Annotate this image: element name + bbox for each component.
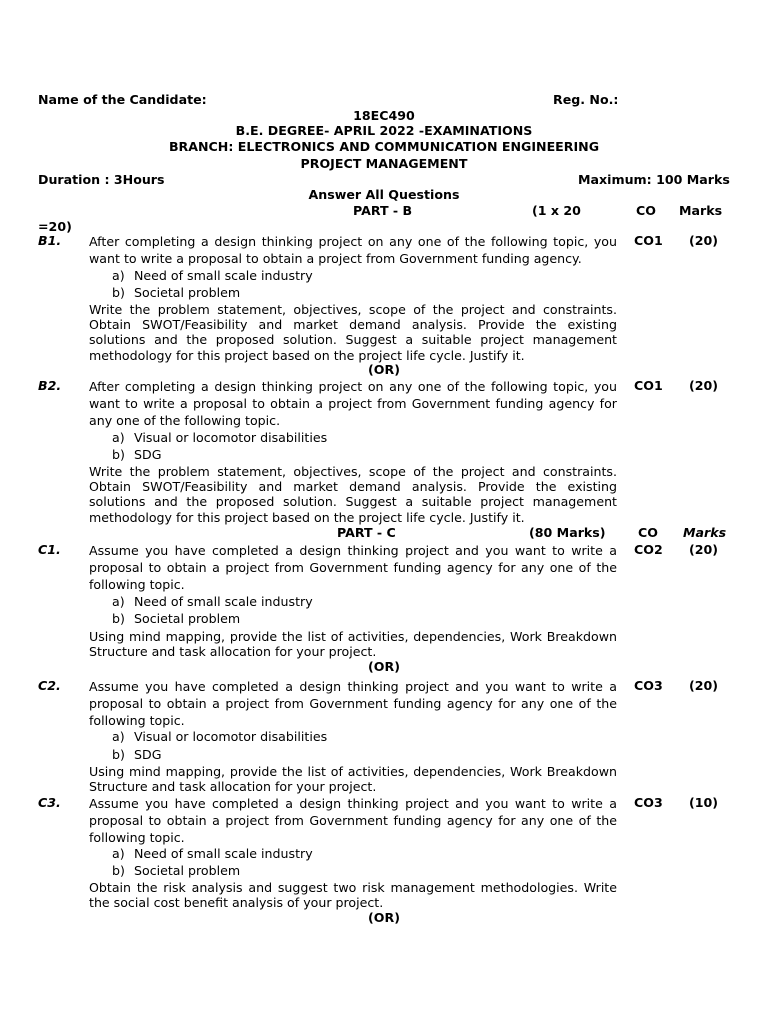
candidate-name-label: Name of the Candidate: bbox=[38, 92, 207, 107]
option-label: a) bbox=[112, 430, 125, 445]
question-b1-detail: Write the problem statement, objectives, scope of the project and constraints. Obtain SWOT/Feasibility and market demand analysis. Provide the existing solutions and the proposed solution. Suggest a suitable project management methodology for this project based on the project life cycle. Justify it. bbox=[89, 302, 617, 363]
question-b2-marks: (20) bbox=[689, 378, 719, 393]
question-c3-detail: Obtain the risk analysis and suggest two risk management methodologies. Write the social cost benefit analysis of your project. bbox=[89, 880, 617, 911]
question-c1-co: CO2 bbox=[634, 542, 663, 557]
question-id-b1: B1. bbox=[38, 233, 62, 248]
question-b1-option-a bbox=[112, 268, 313, 283]
question-c2-marks: (20) bbox=[689, 678, 719, 693]
question-b2-co: CO1 bbox=[634, 378, 663, 393]
branch-title: BRANCH: ELECTRONICS AND COMMUNICATION ENGINEERING bbox=[168, 139, 600, 154]
question-c3-text: Assume you have completed a design thinking project and you want to write a proposal to obtain a project from Government funding agency for any one of the following topic. bbox=[89, 796, 617, 845]
instruction-label: Answer All Questions bbox=[308, 187, 460, 202]
option-text: Societal problem bbox=[134, 611, 241, 626]
option-text: Visual or locomotor disabilities bbox=[134, 729, 328, 744]
question-id-c2: C2. bbox=[38, 678, 61, 693]
option-label: b) bbox=[112, 863, 125, 878]
question-c1-text: Assume you have completed a design thinking project and you want to write a proposal to obtain a project from Government funding agency for any one of the following topic. bbox=[89, 543, 617, 592]
question-b2-text: After completing a design thinking project on any one of the following topic, you want to write a proposal to obtain a project from Government funding agency for any one of the following topic. bbox=[89, 379, 617, 428]
question-b1-option-b bbox=[112, 285, 240, 300]
option-text: Societal problem bbox=[134, 863, 241, 878]
question-id-b2: B2. bbox=[38, 378, 62, 393]
question-id-c1: C1. bbox=[38, 542, 61, 557]
question-c1-option-b bbox=[112, 611, 240, 626]
course-code: 18EC490 bbox=[353, 108, 415, 123]
question-b2-detail: Write the problem statement, objectives, scope of the project and constraints. Obtain SWOT/Feasibility and market demand analysis. Provide the existing solutions and the proposed solution. Suggest a suitable project management methodology for this project based on the project life cycle. Justify it. bbox=[89, 464, 617, 525]
part-b-marks-header: Marks bbox=[679, 203, 723, 218]
question-c2-option-b bbox=[112, 747, 161, 762]
question-c2-co: CO3 bbox=[634, 678, 663, 693]
question-id-c3: C3. bbox=[38, 795, 61, 810]
part-c-marks-header: Marks bbox=[683, 525, 727, 540]
question-c3-option-b bbox=[112, 863, 240, 878]
option-label: a) bbox=[112, 846, 125, 861]
or-divider: (OR) bbox=[368, 362, 400, 377]
option-text: Societal problem bbox=[134, 285, 241, 300]
subject-title: PROJECT MANAGEMENT bbox=[300, 156, 468, 171]
option-text: Need of small scale industry bbox=[134, 594, 313, 609]
part-b-marks-scheme-cont: =20) bbox=[38, 219, 72, 234]
part-b-co-header: CO bbox=[636, 203, 656, 218]
question-c3-co: CO3 bbox=[634, 795, 663, 810]
reg-no-label: Reg. No.: bbox=[553, 92, 619, 107]
max-marks-label: Maximum: 100 Marks bbox=[578, 172, 730, 187]
question-c1-option-a bbox=[112, 594, 313, 609]
question-c2-text: Assume you have completed a design thinking project and you want to write a proposal to obtain a project from Government funding agency for any one of the following topic. bbox=[89, 679, 617, 728]
question-c2-option-a bbox=[112, 729, 327, 744]
option-text: Visual or locomotor disabilities bbox=[134, 430, 328, 445]
part-b-title: PART - B bbox=[353, 203, 413, 218]
part-c-marks-scheme: (80 Marks) bbox=[529, 525, 606, 540]
option-text: Need of small scale industry bbox=[134, 268, 313, 283]
degree-title: B.E. DEGREE- APRIL 2022 -EXAMINATIONS bbox=[235, 123, 533, 138]
or-divider: (OR) bbox=[368, 659, 400, 674]
question-c3-option-a bbox=[112, 846, 313, 861]
option-label: a) bbox=[112, 729, 125, 744]
question-c1-marks: (20) bbox=[689, 542, 719, 557]
option-label: b) bbox=[112, 747, 125, 762]
option-text: SDG bbox=[134, 747, 162, 762]
question-b1-text: After completing a design thinking project on any one of the following topic, you want to write a proposal to obtain a project from Government funding agency. bbox=[89, 234, 617, 266]
question-b1-marks: (20) bbox=[689, 233, 719, 248]
option-text: SDG bbox=[134, 447, 162, 462]
question-c3-marks: (10) bbox=[689, 795, 719, 810]
question-c2-detail: Using mind mapping, provide the list of activities, dependencies, Work Breakdown Structure and task allocation for your project. bbox=[89, 764, 617, 795]
question-b2-option-b bbox=[112, 447, 161, 462]
duration-label: Duration : 3Hours bbox=[38, 172, 165, 187]
question-b1-co: CO1 bbox=[634, 233, 663, 248]
option-label: b) bbox=[112, 285, 125, 300]
option-label: b) bbox=[112, 447, 125, 462]
or-divider: (OR) bbox=[368, 910, 400, 925]
part-c-title: PART - C bbox=[337, 525, 396, 540]
option-label: a) bbox=[112, 268, 125, 283]
part-c-co-header: CO bbox=[638, 525, 658, 540]
question-b2-option-a bbox=[112, 430, 327, 445]
option-label: b) bbox=[112, 611, 125, 626]
option-text: Need of small scale industry bbox=[134, 846, 313, 861]
question-c1-detail: Using mind mapping, provide the list of activities, dependencies, Work Breakdown Structure and task allocation for your project. bbox=[89, 629, 617, 660]
part-b-marks-scheme: (1 x 20 bbox=[532, 203, 581, 218]
option-label: a) bbox=[112, 594, 125, 609]
